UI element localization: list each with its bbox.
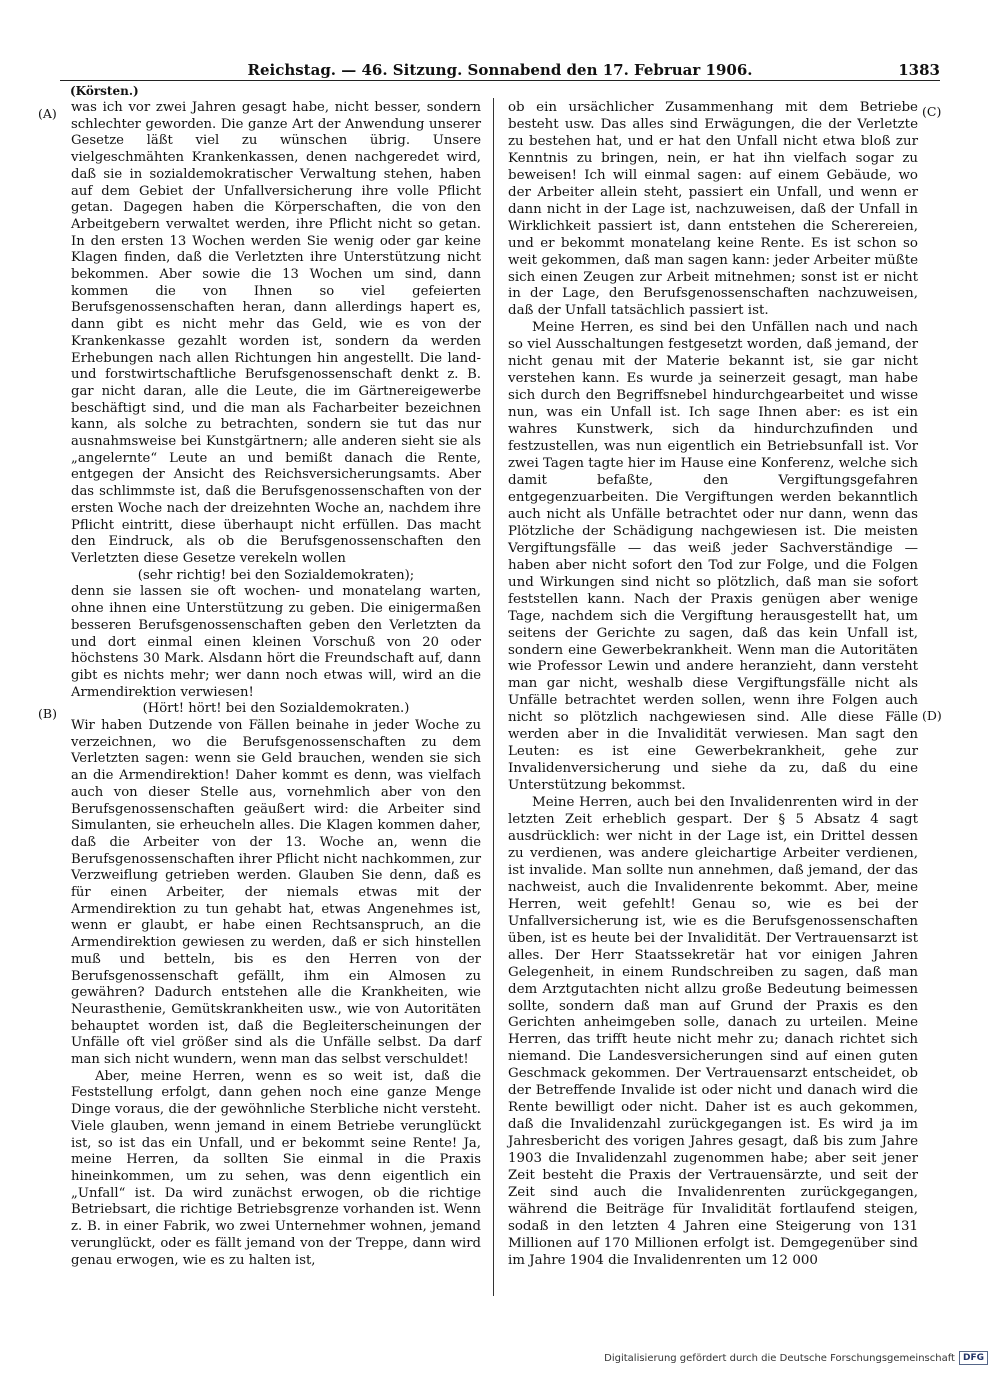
column-divider [493, 98, 494, 1296]
interjection: (Hört! hört! bei den Sozialdemokraten.) [142, 701, 410, 717]
paragraph: Wir haben Dutzende von Fällen beinahe in jeder Woche zu verzeichnen, wo die Berufsgenossenschaften zu dem Verletzten sagen: wenn sie Geld brauchen, wenden sie sich an die Armendirektion! Daher kommt es denn, was vielfach auch von dieser Stelle aus, vornehmlich aber von den Berufsgenossenschaften geäußert wird: die Arbeiter sind Simulanten, sie erheucheln alles. Die Klagen kommen daher, daß die Arbeiter von der 13. Woche an, wenn die Berufsgenossenschaften ihrer Pflicht nicht nachkommen, zur Verzweiflung getrieben werden. Glauben Sie denn, daß es für einen Arbeiter, der niemals etwas mit der Armendirektion zu tun gehabt hat, etwas Angenehmes ist, wenn er glaubt, er habe einen Rechtsanspruch, an die Armendirektion gewiesen zu werden, daß er sich hinstellen muß und betteln, bis es den Herren von der Berufsgenossenschaft gefällt, ihm ein Almosen zu gewähren? Dadurch entstehen alle die Krankheiten, wie Neurasthenie, Gemütskrankheiten usw., wie von Autoritäten behauptet worden ist, daß die Begleiterscheinungen der Unfälle oft viel größer sind als die Unfälle selbst. Da darf man sich nicht wundern, wenn man das selbst verschuldet! [71, 718, 481, 1068]
margin-mark-d: (D) [922, 708, 942, 723]
paragraph: ob ein ursächlicher Zusammenhang mit dem Betriebe besteht usw. Das alles sind Erwägungen, die der Verletzte zu bestehen hat, und er hat den Unfall nicht etwa bloß zur Kenntnis zu bringen, nein, er hat ihn vielfach sogar zu beweisen! Ich will einmal sagen: auf einem Gebäude, wo der Arbeiter allein steht, passiert ein Unfall, und wenn er dann nicht in der Lage ist, nachzuweisen, daß der Unfall in Wirklichkeit passiert ist, dann entstehen die Scherereien, und er bekommt monatelang keine Rente. Es ist schon so weit gekommen, daß man sagen kann: jeder Arbeiter müßte sich einen Zeugen zur Arbeit mitnehmen; sonst ist er nicht in der Lage, den Berufsgenossenschaften nachzuweisen, daß der Unfall tatsächlich passiert ist. [508, 100, 918, 319]
page-number: 1383 [898, 61, 940, 79]
paragraph: Meine Herren, auch bei den Invalidenrenten wird in der letzten Zeit erheblich gespart. Der § 5 Absatz 4 sagt ausdrücklich: wer nicht in der Lage ist, ein Drittel dessen zu verdienen, was andere gleichartige Arbeiter verdienen, ist invalide. Man sollte nun annehmen, daß jemand, der das nachweist, auch die Invalidenrente bekommt. Aber, meine Herren, weit gefehlt! Genau so, wie es bei der Unfallversicherung ist, wie es die Berufsgenossenschaften üben, ist es heute bei der Invalidität. Der Vertrauensarzt ist alles. Der Herr Staatssekretär hat vor einigen Jahren Gelegenheit, in einem Rundschreiben zu sagen, daß man dem Arztgutachten nicht allzu große Bedeutung beimessen sollte, sondern daß man auf Grund der Praxis es den Gerichten anheimgeben solle, danach zu urteilen. Meine Herren, das trifft heute nicht mehr zu; danach richtet sich niemand. Die Landesversicherungen sind auf einen guten Geschmack gekommen. Der Vertrauensarzt entscheidet, ob der Betreffende Invalide ist oder nicht und danach wird die Rente bewilligt oder nicht. Daher ist es auch gekommen, daß die Invalidenzahl zurückgegangen ist. Es wird ja im Jahresbericht des vorigen Jahres gesagt, daß bis zum Jahre 1903 die Invalidenzahl zugenommen habe; aber seit jener Zeit besteht die Praxis der Vertrauensärzte, und seit der Zeit sind auch die Invalidenrenten zurückgegangen, während die Beiträge für Invalidität fortlaufend steigen, sodaß in den letzten 4 Jahren eine Steigerung von 131 Millionen auf 170 Millionen erfolgt ist. Demgegenüber sind im Jahre 1904 die Invalidenrenten um 12 000 [508, 795, 918, 1268]
dfg-logo: DFG [959, 1351, 988, 1365]
page-header [60, 60, 940, 80]
paragraph: Aber, meine Herren, wenn es so weit ist, daß die Feststellung erfolgt, dann gehen noch eine ganze Menge Dinge voraus, die der gewöhnliche Sterbliche nicht versteht. Viele glauben, wenn jemand in einem Betriebe verunglückt ist, so ist das ein Unfall, und er bekommt seine Rente! Ja, meine Herren, da sollten Sie einmal in die Praxis hineinkommen, um zu sehen, was denn eigentlich ein „Unfall“ ist. Da wird zunächst erwogen, ob die richtige Betriebsart, die richtige Betriebsgrenze vorhanden ist. Wenn z. B. in einer Fabrik, wo zwei Unternehmer wohnen, jemand verunglückt, oder es fällt jemand von der Treppe, dann wird genau erwogen, wie es zu halten ist, [71, 1068, 481, 1268]
margin-mark-c: (C) [922, 104, 942, 119]
right-text-column [508, 100, 918, 1270]
header-rule [60, 80, 940, 81]
left-text-column [71, 100, 481, 1269]
paragraph: Meine Herren, es sind bei den Unfällen nach und nach so viel Ausschaltungen festgesetzt worden, daß jemand, der nicht genau mit der Materie bekannt ist, sie gar nicht verstehen kann. Es wurde ja seinerzeit gesagt, man habe sich durch den Begriffsnebel hindurchgearbeitet und wisse nun, was ein Unfall ist. Ich sage Ihnen aber: es ist ein wahres Kunstwerk, sich da hindurchzufinden und festzustellen, was nun eigentlich ein Betriebsunfall ist. Vor zwei Tagen tagte hier im Hause eine Konferenz, welche sich damit befaßte, den Vergiftungsgefahren entgegenzuarbeiten. Die Vergiftungen werden bekanntlich auch nicht als Unfälle betrachtet oder nur dann, wenn das Plötzliche der Schädigung nachgewiesen ist. Die meisten Vergiftungsfälle — das weiß jeder Sachverständige — haben aber nicht sofort den Tod zur Folge, und die Folgen und Wirkungen sind nicht so plötzlich, daß man sie sofort feststellen kann. Nach der Praxis genügen aber wenige Tage, nachdem sich die Vergiftung herausgestellt hat, um seitens der Gerichte zu sagen, daß das kein Unfall ist, sondern eine Gewerbekrankheit. Wenn man die Autoritäten wie Professor Lewin und andere heranzieht, dann versteht man gar nicht, weshalb diese Vergiftungsfälle nicht als Unfälle betrachtet werden sollen, wenn ihre Folgen auch nicht so plötzlich nachgewiesen sind. Alle diese Fälle werden aber in die Invalidität verwiesen. Man sagt den Leuten: es ist eine Gewerbekrankheit, gehe zur Invalidenversicherung und siehe da zu, daß du eine Unterstützung bekommst. [508, 320, 918, 794]
speaker-label: (Körsten.) [70, 84, 139, 98]
interjection: (sehr richtig! bei den Sozialdemokraten); [137, 567, 415, 583]
footer-credit: Digitalisierung gefördert durch die Deutsche Forschungsgemeinschaft [604, 1352, 955, 1364]
page-footer [604, 1351, 988, 1365]
margin-mark-b: (B) [38, 706, 57, 721]
paragraph: denn sie lassen sie oft wochen- und monatelang warten, ohne ihnen eine Unterstützung zu geben. Die einigermaßen besseren Berufsgenossenschaften geben den Verletzten da und dort einmal einen kleinen Vorschuß von 20 oder höchstens 30 Mark. Alsdann hört die Freundschaft auf, dann gibt es nichts mehr; wer dann noch etwas will, wird an die Armendirektion verwiesen! [71, 584, 481, 700]
margin-mark-a: (A) [38, 106, 57, 121]
paragraph: was ich vor zwei Jahren gesagt habe, nicht besser, sondern schlechter geworden. Die ganze Art der Anwendung unserer Gesetze läßt viel zu wünschen übrig. Unsere vielgeschmähten Krankenkassen, denen nachgeredet wird, daß sie in sozialdemokratischer Verwaltung stehen, haben auf dem Gebiet der Unfallversicherung ihre volle Pflicht getan. Dagegen haben die Körperschaften, die von den Arbeitgebern verwaltet werden, ihre Pflicht nicht so getan. In den ersten 13 Wochen werden Sie wenig oder gar keine Klagen finden, daß die Verletzten ihre Unterstützung nicht bekommen. Aber sowie die 13 Wochen um sind, dann kommen die von Ihnen so viel gefeierten Berufsgenossenschaften heran, dann allerdings hapert es, dann gibt es nicht mehr das Geld, wie es von der Krankenkasse gezahlt worden ist, sondern da werden Erhebungen nach allen Richtungen hin angestellt. Die land- und forstwirtschaftliche Berufsgenossenschaft denkt z. B. gar nicht daran, alle die Leute, die im Gärtnereigewerbe beschäftigt sind, und die man als Facharbeiter bezeichnen kann, als solche zu betrachten, sondern sie tut das nur ausnahmsweise bei Kunstgärtnern; alle anderen sieht sie als „angelernte“ Leute an und bemißt danach die Rente, entgegen der Ansicht des Reichsversicherungsamts. Aber das schlimmste ist, daß die Berufsgenossenschaften von der ersten Woche nach der dreizehnten Woche an, nachdem ihre Pflicht eintritt, diese überhaupt nicht erfüllen. Das macht den Eindruck, als ob die Berufsgenossenschaften den Verletzten diese Gesetze verekeln wollen [71, 100, 481, 566]
running-title: Reichstag. — 46. Sitzung. Sonnabend den 17. Februar 1906. [247, 61, 753, 79]
